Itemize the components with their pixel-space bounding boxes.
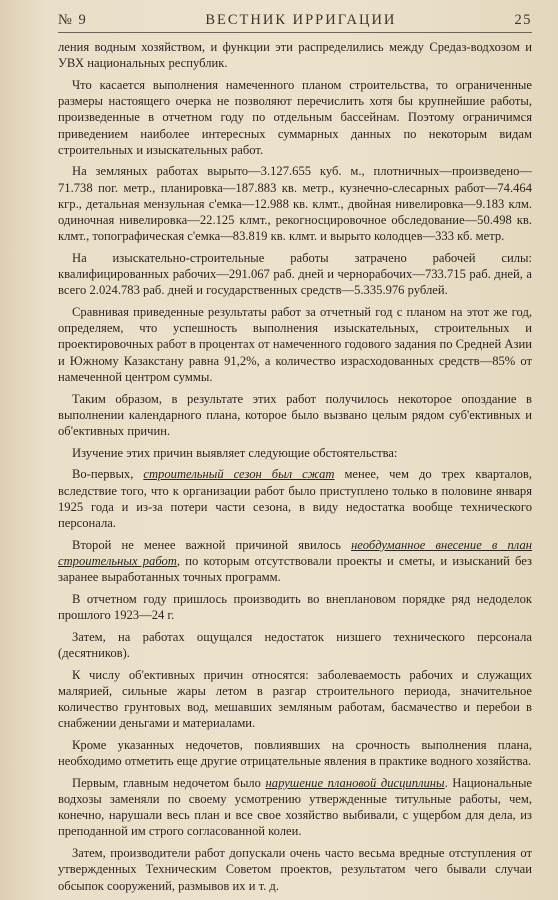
paragraph xyxy=(58,629,532,661)
emphasized-text: строительный сезон был сжат xyxy=(143,467,335,482)
paragraph-text: На изыскательно-строительные работы затрачено рабочей силы: квалифицированных рабочих—291.067 раб. дней и чернорабочих—733.715 раб. дней, а всего 2.024.783 раб. дней и государственных средств—5.335.976 рублей. xyxy=(58,250,532,298)
paragraph-text: К числу об'ективных причин относятся: заболеваемость рабочих и служащих малярией, сильные жары летом в разгар строительного периода, значительное количество грунтовых вод, мешавших земляным работам, басмачество и перебои в снабжении деньгами и материалами. xyxy=(58,667,532,731)
paragraph-text: Изучение этих причин выявляет следующие обстоятельства: xyxy=(72,445,398,460)
paragraph-text: менее, чем до трех кварталов, вследствие того, что к организации работ было приступлено только в половине января 1925 года и из-за потери части сезона, в виду недостатка вообще технического персонала. xyxy=(58,467,532,530)
paragraph-text: На земляных работах вырыто—3.127.655 куб. м., плотничных—произведено—71.738 пог. метр., планировка—187.883 кв. метр., кузнечно-слесарных работ—74.464 кгр., детальная мензульная с'емка—12.988 кв. клмт., двойная нивелировка—9.183 клм. одиночная нивелировка—22.125 клмт., рекогносцировочное обследование—50.498 кв. клмт., топографическая с'емка—83.819 кв. клмт. и вырыто колодцев—333 кб. метр. xyxy=(58,164,532,244)
paragraph-text: Кроме указанных недочетов, повлиявших на срочность выполнения плана, необходимо отметить еще другие отрицательные явления в практике водного хозяйства. xyxy=(58,737,532,769)
paragraph-text: Сравнивая приведенные результаты работ за отчетный год с планом на этот же год, определяем, что успешность выполнения изыскательных, строительных и проектировочных работ в процентах от намеченного годового задания по Средней Азии и Южному Казакстану равна 91,2%, а количество израсходованных средств—85% от намеченной центром суммы. xyxy=(58,305,532,384)
paragraph xyxy=(58,39,532,71)
paragraph xyxy=(58,466,532,531)
paragraph xyxy=(58,445,532,461)
paragraph-text: ления водным хозяйством, и функции эти распределились между Средаз-водхозом и УВХ национальных республик. xyxy=(58,40,532,71)
paragraph xyxy=(58,775,532,840)
paragraph xyxy=(58,845,532,894)
emphasized-text: нарушение плановой дисциплины xyxy=(265,775,445,790)
paragraph xyxy=(58,163,532,244)
paragraph-text: Первым, главным недочетом было xyxy=(72,775,266,790)
journal-title: ВЕСТНИК ИРРИГАЦИИ xyxy=(205,12,397,28)
paragraph xyxy=(58,250,532,299)
paragraph xyxy=(58,391,532,440)
paragraph xyxy=(58,737,532,769)
page-number: 25 xyxy=(514,12,532,28)
paragraph-text: Таким образом, в результате этих работ получилось некоторое опоздание в выполнении календарного плана, которое было вызвано целым рядом суб'ективных и об'ективных причин. xyxy=(58,391,532,438)
paragraph-text: , по которым отсутствовали проекты и сметы, и изысканий без заранее выработанных точных программ. xyxy=(58,553,532,585)
paragraph-text: В отчетном году пришлось производить во внеплановом порядке ряд недоделок прошлого 1923—24 г. xyxy=(58,591,532,622)
running-header xyxy=(58,12,532,33)
paragraph-text: Во-первых, xyxy=(72,467,144,482)
paragraph xyxy=(58,304,532,385)
article-body xyxy=(58,39,532,894)
issue-number: № 9 xyxy=(58,12,88,28)
emphasized-text: необдуманное внесение в план строительных работ xyxy=(58,537,532,568)
paragraph-text: . Национальные водхозы заменяли по своему усмотрению утвержденные титульные работы, чем, конечно, нарушали весь план и все свое хозяйство выбивали, с ущербом для дела, из преподанной им строго согласованной колеи. xyxy=(58,775,532,839)
paragraph xyxy=(58,537,532,586)
paragraph-text: Второй не менее важной причиной явилось xyxy=(72,537,352,552)
paragraph-text: Затем, на работах ощущался недостаток низшего технического персонала (десятников). xyxy=(58,629,532,660)
paragraph-text: Затем, производители работ допускали очень часто весьма вредные отступления от утвержденных Техническим Советом проектов, результатом чего бывали случаи обсыпок сооружений, размывов их и т. д. xyxy=(58,846,532,893)
paragraph xyxy=(58,591,532,623)
paragraph-text: Что касается выполнения намеченного планом строительства, то ограниченные размеры настоящего очерка не позволяют перечислить хотя бы крупнейшие работы, произведенные в отчетном году по отдельным бассейнам. Поэтому ограничимся приведением наиболее интересных суммарных данных по некоторым видам строительных и изыскательных работ. xyxy=(58,77,532,157)
paragraph xyxy=(58,77,532,158)
paragraph xyxy=(58,667,532,732)
